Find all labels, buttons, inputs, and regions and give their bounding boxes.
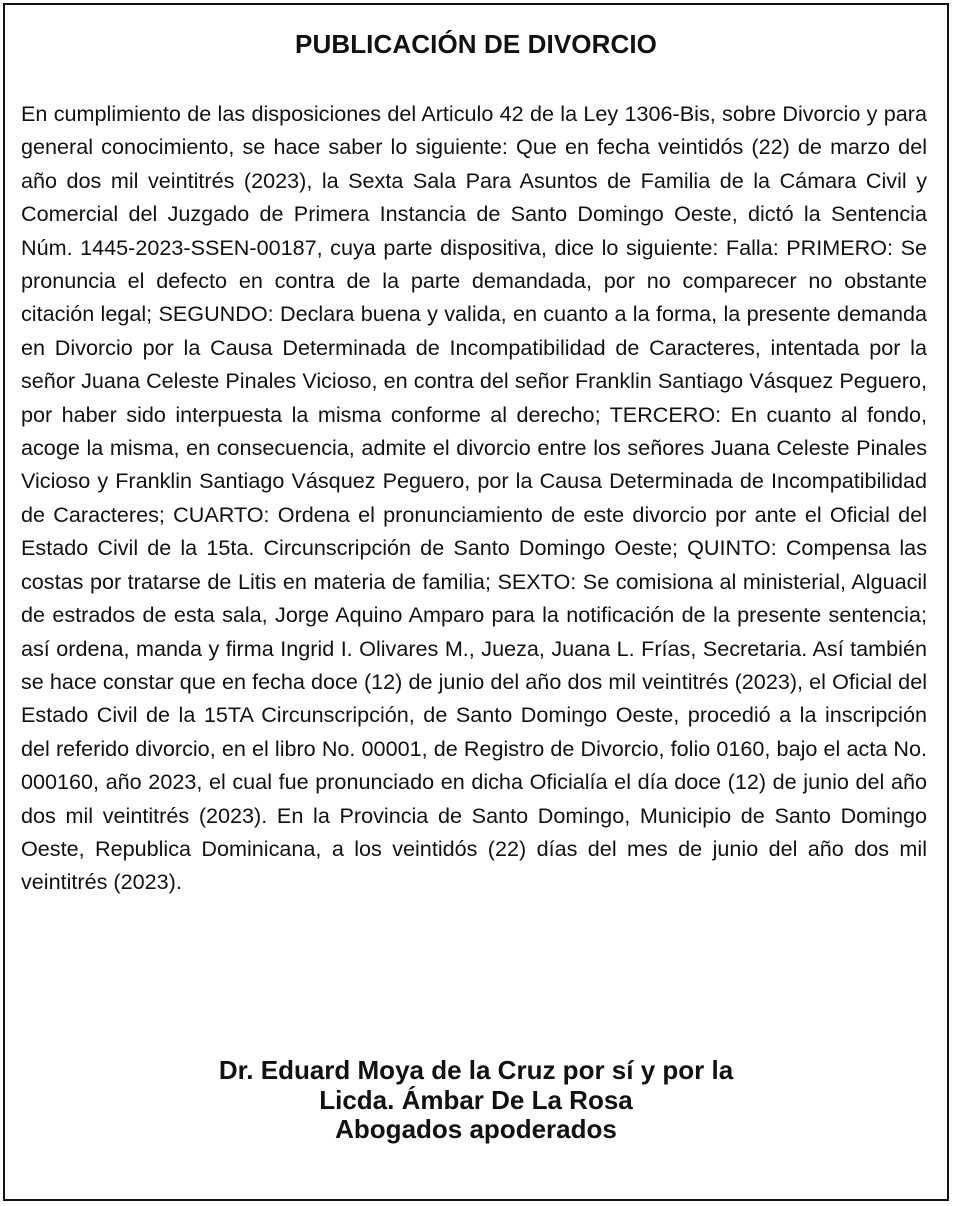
legal-notice [3, 3, 949, 1201]
signature-line-1: Dr. Eduard Moya de la Cruz por sí y por la [218, 1055, 734, 1085]
signature-line-2: Licda. Ámbar De La Rosa [319, 1084, 633, 1115]
notice-body: En cumplimiento de las disposiciones del Articulo 42 de la Ley 1306-Bis, sobre Divorcio y para general conocimiento, se hace saber lo siguiente: Que en fecha veintidós (22) de marzo del año dos mil veintitrés (2023), la Sexta Sala Para Asuntos de Familia de la Cámara Civil y Comercial del Juzgado de Primera Instancia de Santo Domingo Oeste, dictó la Sentencia Núm. 1445-2023-SSEN-00187, cuya parte dispositiva, dice lo siguiente: Falla: PRIMERO: Se pronuncia el defecto en contra de la parte demandada, por no comparecer no obstante citación legal; SEGUNDO: Declara buena y valida, en cuanto a la forma, la presente demanda en Divorcio por la Causa Determinada de Incompatibilidad de Caracteres, intentada por la señor Juana Celeste Pinales Vicioso, en contra del señor Franklin Santiago Vásquez Peguero, por haber sido interpuesta la misma conforme al derecho; TERCERO: En cuanto al fondo, acoge la misma, en consecuencia, admite el divorcio entre los señores Juana Celeste Pinales Vicioso y Franklin Santiago Vásquez Peguero, por la Causa Determinada de Incompatibilidad de Caracteres; CUARTO: Ordena el pronunciamiento de este divorcio por ante el Oficial del Estado Civil de la 15ta. Circunscripción de Santo Domingo Oeste; QUINTO: Compensa las costas por tratarse de Litis en materia de familia; SEXTO: Se comisiona al ministerial, Alguacil de estrados de esta sala, Jorge Aquino Amparo para la notificación de la presente sentencia; así ordena, manda y firma Ingrid I. Olivares M., Jueza, Juana L. Frías, Secretaria. Así también se hace constar que en fecha doce (12) de junio del año dos mil veintitrés (2023), el Oficial del Estado Civil de la 15TA Circunscripción, de Santo Domingo Oeste, procedió a la inscripción del referido divorcio, en el libro No. 00001, de Registro de Divorcio, folio 0160, bajo el acta No. 000160, año 2023, el cual fue pronunciado en dicha Oficialía el día doce (12) de junio del año dos mil veintitrés (2023). En la Provincia de Santo Domingo, Municipio de Santo Domingo Oeste, Republica Dominicana, a los veintidós (22) días del mes de junio del año dos mil veintitrés (2023). [21, 101, 927, 895]
notice-title: PUBLICACIÓN DE DIVORCIO [295, 29, 657, 59]
signature-block [5, 1056, 947, 1145]
signature-line-3: Abogados apoderados [335, 1114, 617, 1144]
